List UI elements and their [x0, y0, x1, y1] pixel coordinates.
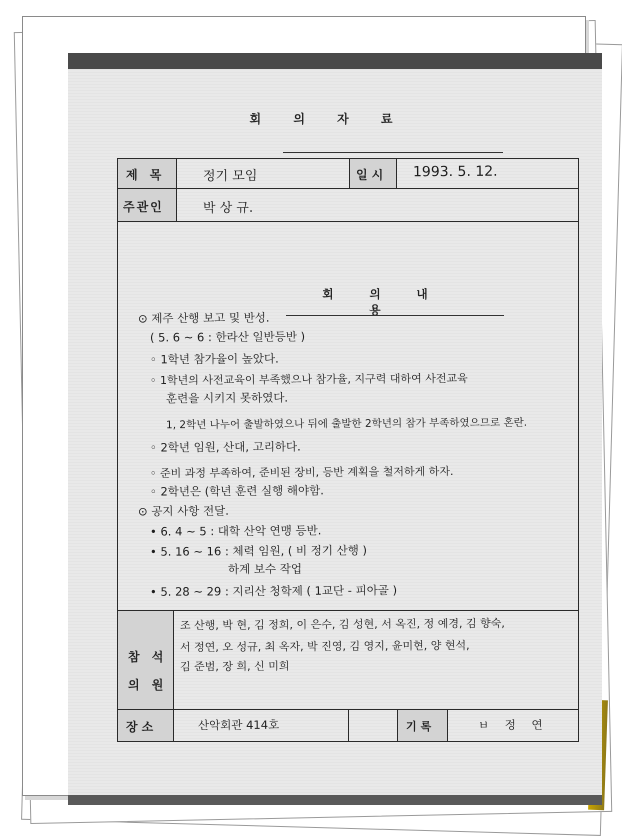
organizer-value: 박 상 규. [202, 200, 254, 217]
content-line: ⊙ 공지 사항 전달. [137, 503, 229, 519]
recorder-value: ㅂ 정 연 [477, 717, 549, 733]
attendees-line: 김 준범, 장 희, 신 미희 [179, 659, 290, 674]
subject-label: 제 목 [126, 168, 166, 182]
date-label: 일시 [356, 168, 388, 182]
place-value: 산악회관 414호 [197, 717, 280, 733]
attendees-label-bottom: 의 원 [128, 678, 168, 692]
content-title-underline [286, 315, 504, 316]
col-divider [176, 158, 177, 221]
content-line: • 5. 16 ~ 16 : 체력 임원, ( 비 정기 산행 ) [149, 543, 368, 559]
photo-frame [22, 16, 586, 796]
col-divider [348, 709, 349, 742]
content-title: 회 의 내 용 [322, 287, 444, 317]
content-line: 1, 2학년 나누어 출발하였으나 뒤에 출발한 2학년의 참가 부족하였으므로 혼란. [165, 416, 528, 432]
content-line: • 5. 28 ~ 29 : 지리산 청학제 ( 1교단 - 피아골 ) [149, 583, 398, 599]
scan-bottom-edge [68, 795, 602, 805]
document-title: 회 의 자 료 [249, 112, 407, 126]
content-line: ⊙ 제주 산행 보고 및 반성. [137, 310, 270, 326]
subject-value: 정기 모임 [202, 168, 258, 185]
scan-top-edge [68, 53, 602, 69]
title-underline [283, 152, 503, 153]
attendees-label-top: 참 석 [128, 650, 168, 664]
content-line: ◦ 1학년의 사전교육이 부족했으나 참가율, 지구력 대하여 사전교육 [149, 371, 468, 388]
col-divider [396, 158, 397, 188]
place-label: 장소 [126, 720, 158, 734]
attendees-line: 서 정연, 오 성규, 최 옥자, 박 진영, 김 영지, 윤미현, 양 현석, [179, 638, 470, 655]
col-divider [349, 158, 350, 188]
col-divider [397, 709, 398, 742]
content-line: ◦ 2학년 임원, 산대, 고리하다. [149, 439, 301, 455]
content-line: 훈련을 시키지 못하였다. [165, 390, 289, 406]
content-line: ( 5. 6 ~ 6 : 한라산 일반등반 ) [149, 329, 306, 345]
col-divider [173, 610, 174, 742]
col-divider [447, 709, 448, 742]
date-value: 1993. 5. 12. [412, 163, 498, 181]
scanned-document [68, 53, 602, 805]
row-divider [117, 221, 579, 222]
row-divider [117, 188, 579, 189]
content-line: ◦ 2학년은 (학년 훈련 실행 해야함. [149, 483, 324, 499]
content-line: 하계 보수 작업 [227, 561, 303, 577]
row-divider [117, 610, 579, 611]
organizer-label: 주관인 [123, 200, 164, 214]
attendees-line: 조 산행, 박 현, 김 정희, 이 은수, 김 성현, 서 옥진, 정 예경, 김 향숙, [179, 616, 505, 633]
content-line: • 6. 4 ~ 5 : 대학 산악 연맹 등반. [149, 523, 322, 539]
content-line: ◦ 준비 과정 부족하여, 준비된 장비, 등반 계획을 철저하게 하자. [149, 464, 454, 481]
recorder-label: 기록 [406, 720, 436, 733]
content-line: ◦ 1학년 참가율이 높았다. [149, 351, 279, 367]
